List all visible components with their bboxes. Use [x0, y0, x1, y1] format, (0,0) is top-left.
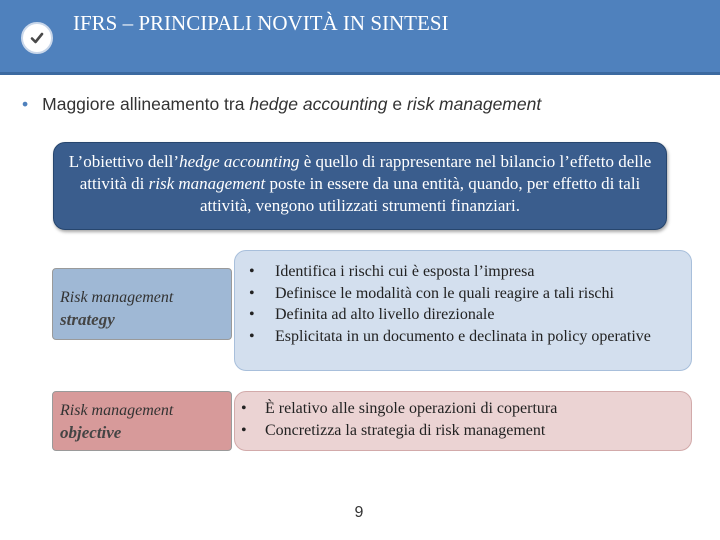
list-item: • Identifica i rischi cui è esposta l’impresa	[235, 261, 691, 283]
bullet-icon: •	[249, 263, 255, 280]
definition-part2: è quello di rappresentare nel bilancio l’effetto delle attività di	[79, 152, 652, 193]
definition-term2: risk management	[148, 174, 266, 193]
intro-term-hedge: hedge accounting	[249, 94, 388, 114]
objective-label-line1: Risk management	[60, 402, 174, 419]
intro-term-risk: risk management	[406, 94, 542, 114]
definition-part1: L’obiettivo dell’	[68, 152, 180, 171]
check-badge-icon	[21, 22, 53, 54]
list-item: • Concretizza la strategia di risk management	[235, 420, 691, 442]
list-item: • È relativo alle singole operazioni di copertura	[235, 398, 691, 420]
intro-text-before: Maggiore allineamento tra	[42, 94, 250, 114]
strategy-label-line2: strategy	[60, 310, 115, 329]
bullet-icon: •	[241, 400, 247, 417]
definition-term1: hedge accounting	[179, 152, 300, 171]
list-item: • Definita ad alto livello direzionale	[235, 304, 691, 326]
intro-text-middle: e	[387, 94, 407, 114]
objective-label-box	[52, 391, 232, 451]
slide-header	[0, 0, 720, 75]
bullet-icon: •	[22, 94, 29, 114]
page-number: 9	[354, 504, 364, 521]
objective-list-box	[234, 391, 692, 451]
definition-box	[53, 142, 667, 230]
bullet-icon: •	[241, 421, 247, 439]
strategy-label-box	[52, 268, 232, 340]
strategy-list-box	[234, 250, 692, 371]
bullet-icon: •	[249, 306, 255, 323]
strategy-list	[235, 261, 691, 347]
definition-part3: poste in essere da una entità, quando, per effetto di tali attività, vengono utilizzati strumenti finanziari.	[199, 174, 641, 215]
list-item: • Definisce le modalità con le quali reagire a tali rischi	[235, 283, 691, 305]
strategy-label-line1: Risk management	[60, 289, 174, 306]
bullet-icon: •	[249, 284, 255, 302]
bullet-icon: •	[249, 327, 255, 345]
objective-label-line2: objective	[60, 423, 122, 442]
slide-title: IFRS – PRINCIPALI NOVITÀ IN SINTESI	[73, 11, 449, 35]
objective-list	[235, 398, 691, 441]
list-item: • Esplicitata in un documento e declinata in policy operative	[235, 326, 691, 348]
intro-bullet	[22, 94, 712, 115]
